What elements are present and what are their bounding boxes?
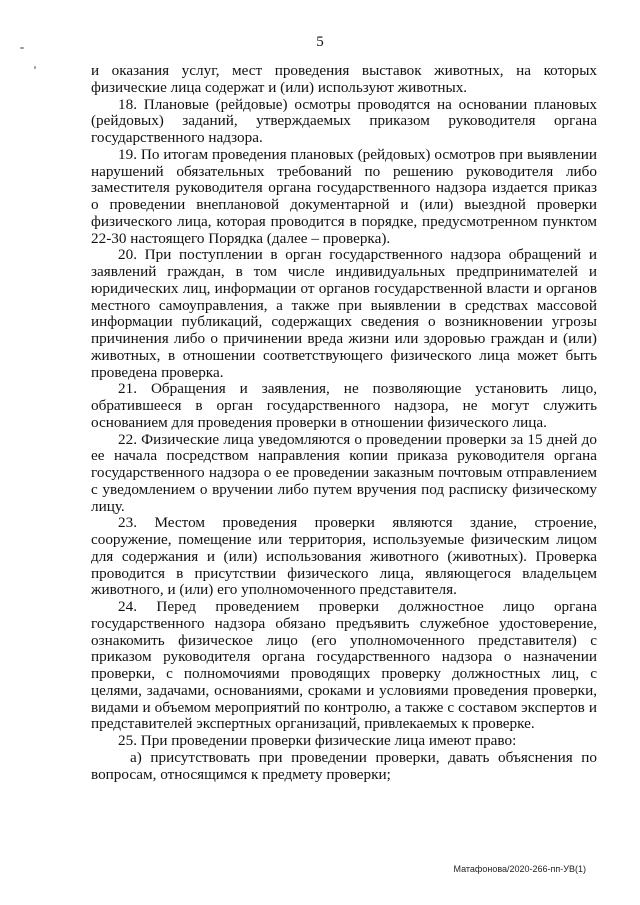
paragraph: 20. При поступлении в орган государственного надзора обращений и заявлений граждан, в том числе индивидуальных предпринимателей и юридических лиц, информации от органов государственной власти и органов местного самоуправления, а также при выявлении в средствах массовой информации публикаций, содержащих сведения о возникновении угрозы причинения либо о причинении вреда жизни или здоровью граждан и (или) животных, в отношении соответствующего физического лица может быть проведена проверка. <box>91 246 597 381</box>
paragraph: 24. Перед проведением проверки должностное лицо органа государственного надзора обязано предъявить служебное удостоверение, ознакомить физическое лицо (его уполномоченного представителя) с приказом руководителя органа государственного надзора о назначении проверки, с полномочиями проводящих проверку должностных лиц, с целями, задачами, основаниями, сроками и условиями проведения проверки, видами и объемом мероприятий по контролю, а также с составом экспертов и представителей экспертных организаций, привлекаемых к проверке. <box>91 598 597 733</box>
scan-mark <box>34 66 36 69</box>
paragraph: 25. При проведении проверки физические лица имеют право: <box>118 732 517 749</box>
scan-mark <box>20 47 24 49</box>
paragraph: 23. Местом проведения проверки являются здание, строение, сооружение, помещение или территория, используемые физическим лицом для содержания и (или) использования животного (животных). Проверка проводится в присутствии физического лица, являющегося владельцем животного, и (или) его уполномоченного представителя. <box>91 514 597 599</box>
document-body <box>91 63 597 783</box>
paragraph: 22. Физические лица уведомляются о проведении проверки за 15 дней до ее начала посредством направления копии приказа руководителя органа государственного надзора о ее проведении заказным почтовым отправлением с уведомлением о вручении либо путем вручения под расписку физическому лицу. <box>91 430 597 515</box>
paragraph: 21. Обращения и заявления, не позволяющие установить лицо, обратившееся в орган государственного надзора, не могут служить основанием для проведения проверки в отношении физического лица. <box>91 380 597 431</box>
paragraph: и оказания услуг, мест проведения выставок животных, на которых физические лица содержат и (или) используют животных. <box>91 62 597 96</box>
paragraph: 19. По итогам проведения плановых (рейдовых) осмотров при выявлении нарушений обязательных требований по решению руководителя либо заместителя руководителя органа государственного надзора издается приказ о проведении внеплановой документарной и (или) выездной проверки физического лица, которая проводится в порядке, предусмотренном пунктом 22-30 настоящего Порядка (далее – проверка). <box>91 145 597 247</box>
page-number: 5 <box>316 34 324 50</box>
paragraph: 18. Плановые (рейдовые) осмотры проводятся на основании плановых (рейдовых) заданий, утверждаемых приказом руководителя органа государственного надзора. <box>91 95 597 146</box>
paragraph: а) присутствовать при проведении проверки, давать объяснения по вопросам, относящимся к предмету проверки; <box>91 748 597 783</box>
footer-document-code: Матафонова/2020-266-пп-УВ(1) <box>453 864 586 874</box>
